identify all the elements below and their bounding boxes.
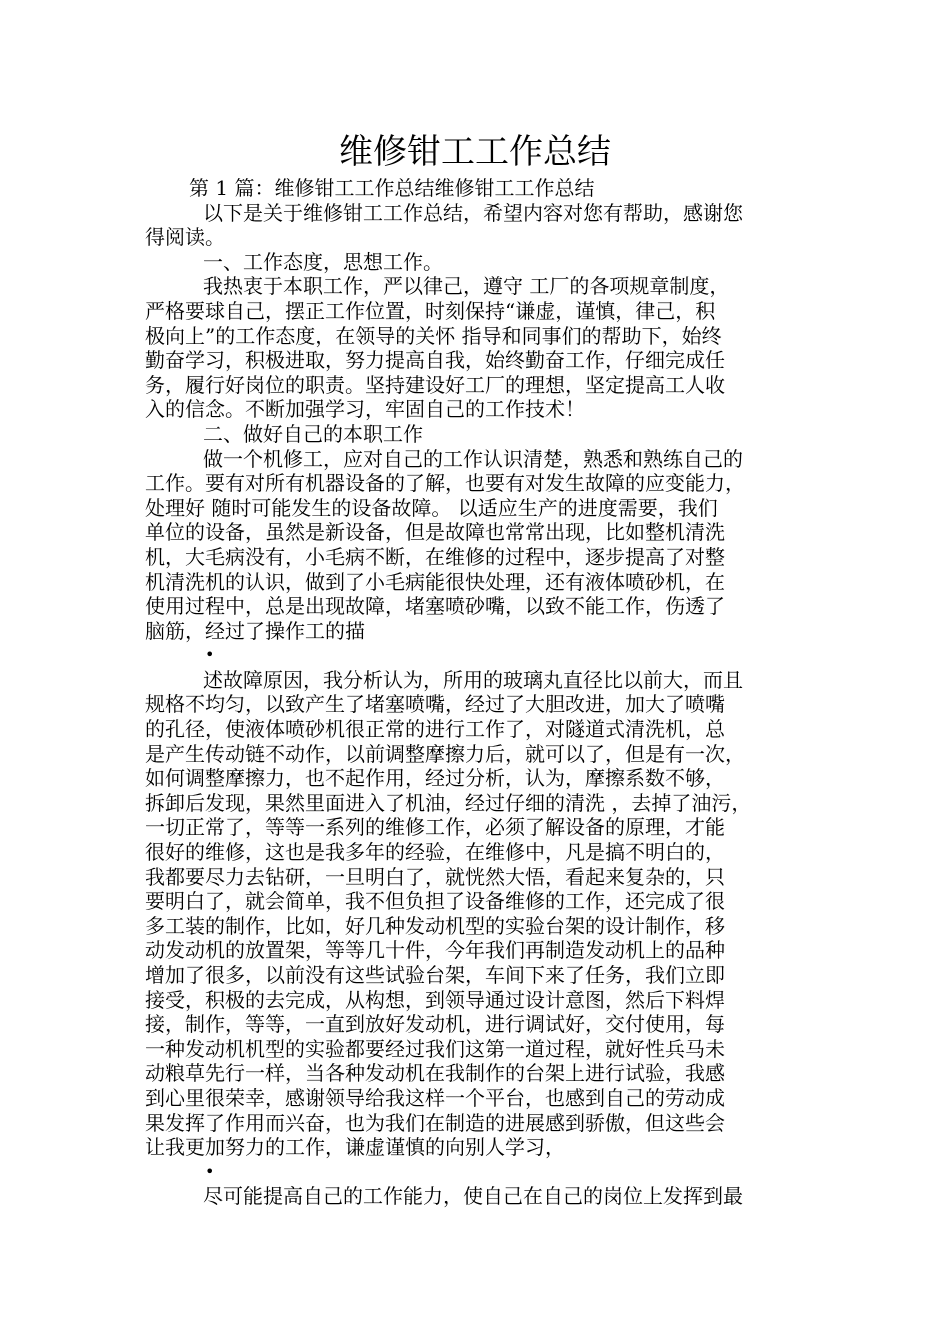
text-line: 我热衷于本职工作，严以律己，遵守 工厂的各项规章制度， <box>203 274 730 299</box>
text-line: 多工装的制作，比如，好几种发动机型的实验台架的设计制作，移 <box>145 913 725 938</box>
text-line: 极向上”的工作态度，在领导的关怀 指导和同事们的帮助下，始终 <box>145 323 722 348</box>
text-line: 我都要尽力去钻研，一旦明白了，就恍然大悟，看起来复杂的，只 <box>145 864 725 889</box>
text-line: 单位的设备，虽然是新设备，但是故障也常常出现，比如整机清洗 <box>145 520 725 545</box>
text-line: 脑筋，经过了操作工的描 <box>145 618 365 643</box>
document-title: 维修钳工工作总结 <box>339 132 611 172</box>
text-line: 动粮草先行一样，当各种发动机在我制作的台架上进行试验，我感 <box>145 1061 725 1086</box>
text-line: 机清洗机的认识，做到了小毛病能很快处理，还有液体喷砂机，在 <box>145 569 725 594</box>
text-line: 第 1 篇：维修钳工工作总结维修钳工工作总结 <box>189 176 595 200</box>
text-line: 勤奋学习，积极进取，努力提高自我，始终勤奋工作，仔细完成任 <box>145 348 725 373</box>
text-line: 入的信念。不断加强学习，牢固自己的工作技术！ <box>145 397 585 422</box>
text-line: 做一个机修工，应对自己的工作认识清楚，熟悉和熟练自己的 <box>203 446 743 471</box>
text-line: 尽可能提高自己的工作能力，使自己在自己的岗位上发挥到最 <box>203 1184 743 1209</box>
text-line: 拆卸后发现，果然里面进入了机油，经过仔细的清洗 ，去掉了油污， <box>145 790 752 815</box>
text-line: 使用过程中，总是出现故障，堵塞喷砂嘴，以致不能工作，伤透了 <box>145 594 725 619</box>
document-body <box>145 176 825 1209</box>
text-line: 一切正常了，等等一系列的维修工作，必须了解设备的原理，才能 <box>145 815 725 840</box>
text-line: 得阅读。 <box>145 225 225 250</box>
text-line: 一、工作态度，思想工作。 <box>203 249 443 274</box>
text-line: 果发挥了作用而兴奋，也为我们在制造的进展感到骄傲，但这些会 <box>145 1110 725 1135</box>
text-line: 动发动机的放置架，等等几十件，今年我们再制造发动机上的品种 <box>145 938 725 963</box>
bullet-marker: • <box>205 645 215 665</box>
text-line: 要明白了，就会简单，我不但负担了设备维修的工作，还完成了很 <box>145 889 725 914</box>
text-line: 让我更加努力的工作，谦虚谨慎的向别人学习， <box>145 1135 565 1160</box>
text-line: 很好的维修，这也是我多年的经验，在维修中，凡是搞不明白的， <box>145 840 725 865</box>
text-line: 是产生传动链不动作，以前调整摩擦力后，就可以了，但是有一次， <box>145 741 745 766</box>
text-line: 到心里很荣幸，感谢领导给我这样一个平台，也感到自己的劳动成 <box>145 1085 725 1110</box>
text-line: 如何调整摩擦力，也不起作用，经过分析，认为，摩擦系数不够， <box>145 766 725 791</box>
text-line: 一种发动机机型的实验都要经过我们这第一道过程，就好性兵马未 <box>145 1036 725 1061</box>
text-line: 接，制作，等等，一直到放好发动机，进行调试好，交付使用，每 <box>145 1012 725 1037</box>
text-line: 工作。要有对所有机器设备的了解，也要有对发生故障的应变能力， <box>145 471 745 496</box>
text-line: 二、做好自己的本职工作 <box>203 421 423 446</box>
text-line: 务，履行好岗位的职责。坚持建设好工厂的理想，坚定提高工人收 <box>145 372 725 397</box>
text-line: 的孔径，使液体喷砂机很正常的进行工作了，对隧道式清洗机，总 <box>145 717 725 742</box>
text-line: 规格不均匀，以致产生了堵塞喷嘴，经过了大胆改进，加大了喷嘴 <box>145 692 725 717</box>
bullet-marker: • <box>205 1161 215 1181</box>
text-line: 严格要球自己，摆正工作位置，时刻保持“谦虚，谨慎，律己，积 <box>145 298 716 323</box>
text-line: 述故障原因，我分析认为，所用的玻璃丸直径比以前大，而且 <box>203 667 743 692</box>
text-line: 接受，积极的去完成，从构想，到领导通过设计意图，然后下料焊 <box>145 987 725 1012</box>
text-line: 处理好 随时可能发生的设备故障。 以适应生产的进度需要，我们 <box>145 495 718 520</box>
text-line: 以下是关于维修钳工工作总结，希望内容对您有帮助，感谢您 <box>203 200 743 225</box>
text-line: 增加了很多，以前没有这些试验台架，车间下来了任务，我们立即 <box>145 963 725 987</box>
text-line: 机，大毛病没有，小毛病不断，在维修的过程中，逐步提高了对整 <box>145 544 725 569</box>
